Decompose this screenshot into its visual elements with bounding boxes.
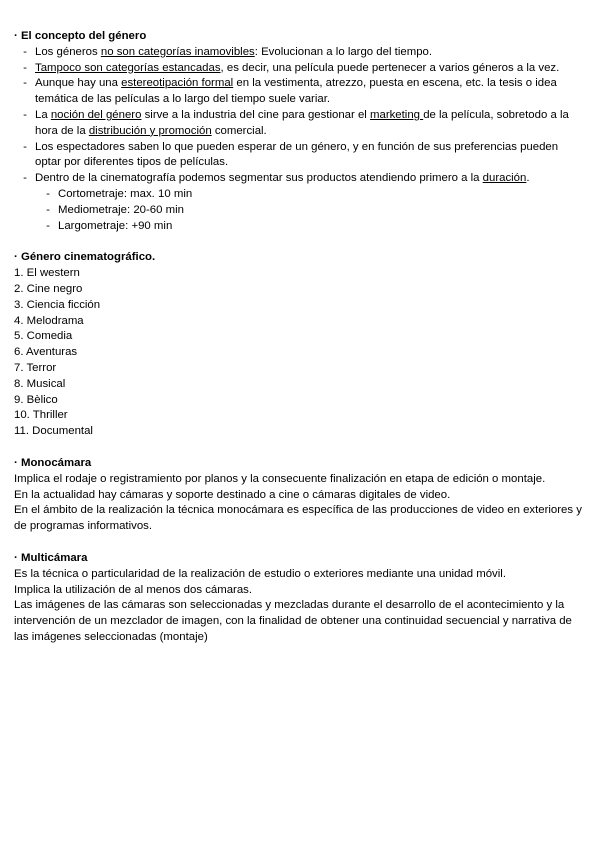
- document-content: [14, 29, 586, 646]
- list-item: 10. Thriller: [14, 409, 68, 422]
- section-title-multicamara: · Multicámara: [14, 551, 88, 564]
- list-item: 11. Documental: [14, 425, 93, 438]
- list-item: 7. Terror: [14, 361, 57, 374]
- list-item: - Aunque hay una estereotipación formal en la vestimenta, atrezzo, puesta en escena, etc. la tesis o idea temática de las películas a lo largo del tiempo suele variar.: [23, 77, 557, 106]
- section-title-genero-cinematografico: · Género cinematográfico.: [14, 251, 156, 264]
- list-item: - Los géneros no son categorías inamovibles: Evolucionan a lo largo del tiempo.: [23, 45, 433, 58]
- sub-list-item: - Largometraje: +90 min: [46, 219, 173, 232]
- list-item: 2. Cine negro: [14, 282, 83, 295]
- list-item: 6. Aventuras: [14, 346, 78, 359]
- list-item: 3. Ciencia ficción: [14, 298, 101, 311]
- list-item: 1. El western: [14, 267, 80, 280]
- sub-list-item: - Mediometraje: 20-60 min: [46, 203, 184, 216]
- section-title-concepto-genero: · El concepto del género: [14, 30, 147, 42]
- list-item: - Los espectadores saben lo que pueden esperar de un género, y en función de sus preferencias pueden optar por diferentes tipos de películas.: [23, 140, 559, 169]
- list-item: 5. Comedia: [14, 330, 73, 343]
- paragraph: Implica la utilización de al menos dos cámaras.: [14, 583, 253, 596]
- list-item: 8. Musical: [14, 377, 66, 390]
- paragraph: Las imágenes de las cámaras son seleccionadas y mezcladas durante el desarrollo de el acontecimiento y la intervención de un mezclador de imagen, con la finalidad de obtener una continuidad secuencial y narrativa de las imágenes seleccionadas (montaje): [14, 599, 572, 643]
- section-title-monocamara: · Monocámara: [14, 456, 92, 469]
- paragraph: Implica el rodaje o registramiento por planos y la consecuente finalización en etapa de edición o montaje.: [14, 472, 546, 485]
- list-item: - Dentro de la cinematografía podemos segmentar sus productos atendiendo primero a la duración.: [23, 172, 530, 185]
- paragraph: En el ámbito de la realización la técnica monocámara es específica de las producciones de video en exteriores y de programas informativos.: [14, 504, 582, 533]
- list-item: 9. Bèlico: [14, 393, 58, 406]
- list-item: - Tampoco son categorías estancadas, es decir, una película puede pertenecer a varios géneros a la vez.: [23, 61, 560, 74]
- sub-list-item: - Cortometraje: max. 10 min: [46, 187, 193, 200]
- paragraph: Es la técnica o particularidad de la realización de estudio o exteriores mediante una unidad móvil.: [14, 567, 506, 580]
- list-item: - La noción del género sirve a la industria del cine para gestionar el marketing de la película, sobretodo a la hora de la distribución y promoción comercial.: [23, 108, 569, 137]
- list-item: 4. Melodrama: [14, 314, 84, 327]
- paragraph: En la actualidad hay cámaras y soporte destinado a cine o cámaras digitales de video.: [14, 488, 451, 501]
